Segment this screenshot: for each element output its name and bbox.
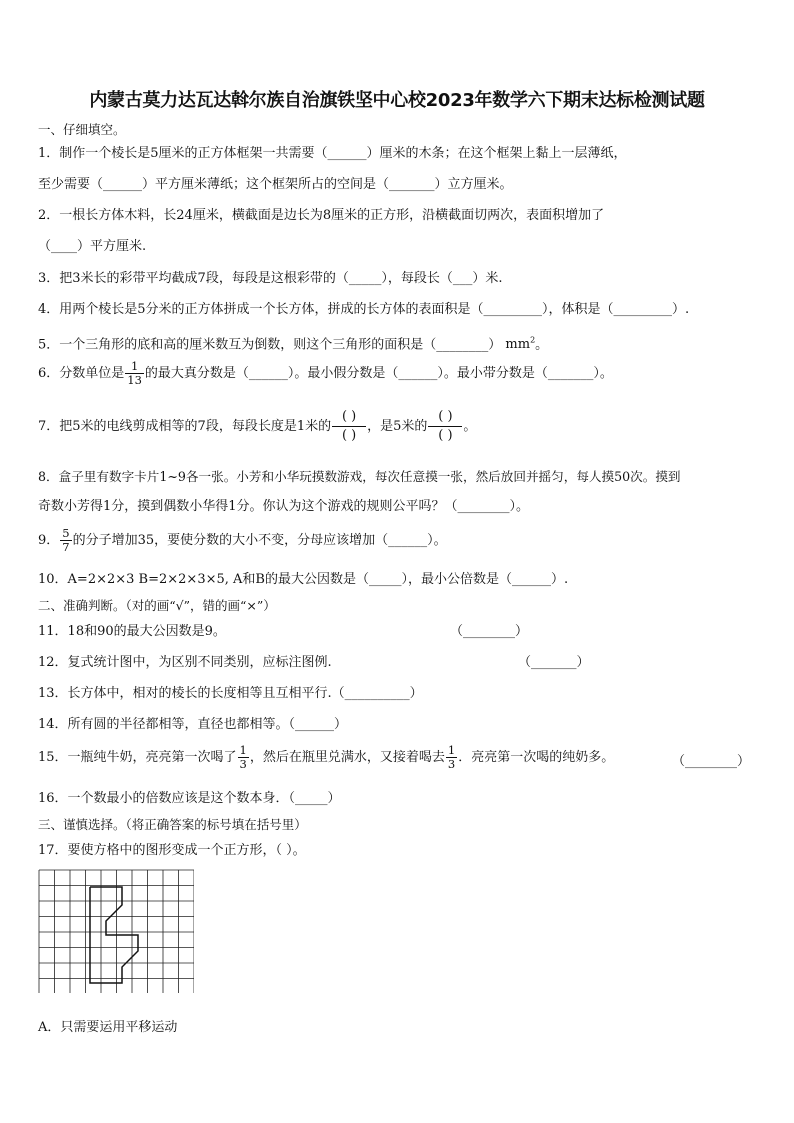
fraction-1-3-a [238,744,249,771]
fraction-denominator: 13 [127,373,142,387]
fraction-denominator: 7 [62,540,70,554]
fraction-blank-2 [428,408,462,445]
question-5-unit [505,337,535,352]
question-11-text: 11．18和90的最大公因数是9。 [38,624,226,639]
question-7-pre: 7．把5米的电线剪成相等的7段，每段长度是1米的 [38,419,332,434]
question-5 [38,333,548,353]
fraction-numerator: 5 [62,526,70,540]
fraction-1-3-b [446,744,457,771]
fraction-numerator: 1 [125,360,144,374]
option-a: A．只需要运用平移运动 [38,1020,178,1035]
fraction-numerator: ( ) [428,408,462,427]
question-1-line-1: 1．制作一个棱长是5厘米的正方体框架一共需要（______）厘米的木条；在这个框架上黏上一层薄纸， [38,146,627,161]
question-4: 4．用两个棱长是5分米的正方体拼成一个长方体，拼成的长方体的表面积是（_________），体积是（_________）. [38,302,690,317]
question-6-pre: 6．分数单位是 [38,366,125,381]
fraction-denominator: ( ) [341,428,357,443]
question-11 [38,624,226,640]
section-multiple-choice: 三、谨慎选择。（将正确答案的标号填在括号里） [38,817,307,832]
question-12: 12．复式统计图中，为区别不同类别，应标注图例. [38,655,332,670]
question-7 [38,408,476,445]
question-14: 14．所有圆的半径都相等，直径也都相等。（______） [38,717,348,732]
fraction-5-7 [60,527,71,554]
fraction-denominator: 3 [239,757,247,771]
question-8-line-2: 奇数小芳得1分，摸到偶数小华得1分。你认为这个游戏的规则公平吗？（________）。 [38,499,530,514]
unit-exponent: 2 [530,336,536,345]
page-title: 内蒙古莫力达瓦达斡尔族自治旗铁坚中心校2023年数学六下期末达标检测试题 [89,90,705,111]
fraction-denominator: 3 [447,757,456,771]
section-fill-in: 一、仔细填空。 [38,122,126,137]
question-15-mid: ，然后在瓶里兑满水，又接着喝去 [249,750,445,765]
fraction-blank-1 [332,408,366,445]
question-15-post: ．亮亮第一次喝的纯奶多。 [458,750,615,765]
question-2-line-1: 2．一根长方体木料，长24厘米，横截面是边长为8厘米的正方形，沿横截面切两次，表面积增加了 [38,208,605,223]
fraction-numerator: ( ) [332,408,366,427]
question-6 [38,360,613,387]
fraction-numerator: 1 [447,743,456,757]
question-1-line-2: 至少需要（______）平方厘米薄纸；这个框架所占的空间是（_______）立方厘米。 [38,177,513,192]
section-true-false: 二、准确判断。（对的画“√”，错的画“×”） [38,598,276,613]
question-9 [38,527,447,554]
question-9-post: 的分子增加35，要使分数的大小不变，分母应该增加（______）。 [72,533,447,548]
question-7-end: 。 [463,419,477,434]
question-5-text: 5．一个三角形的底和高的厘米数互为倒数，则这个三角形的面积是（________） [38,337,502,353]
question-7-mid: ，是5米的 [367,419,428,434]
question-17: 17．要使方格中的图形变成一个正方形，（ ）。 [38,843,306,858]
question-11-blank: （________） [450,624,529,639]
question-15 [38,744,614,771]
question-13: 13．长方体中，相对的棱长的长度相等且互相平行.（__________） [38,686,423,701]
question-15-blank: （________） [672,754,751,769]
question-8-line-1: 8．盒子里有数字卡片1~9各一张。小芳和小华玩摸数游戏，每次任意摸一张，然后放回并摇匀，每人摸50次。摸到 [38,469,681,484]
question-2-line-2: （____）平方厘米. [38,239,147,254]
question-3: 3．把3米长的彩带平均截成7段，每段是这根彩带的（_____），每段长（___）米. [38,271,503,286]
shape-outline [90,887,138,983]
question-9-pre: 9． [38,533,60,548]
question-10: 10．A=2×2×3 B=2×2×3×5, A和B的最大公因数是（_____），最小公倍数是（______）. [38,572,569,587]
question-16: 16．一个数最小的倍数应该是这个数本身．（_____） [38,791,341,806]
fraction-numerator: 1 [239,743,247,757]
fraction-denominator: ( ) [438,428,453,443]
question-6-post: 的最大真分数是（______）。最小假分数是（______）。最小带分数是（_______）。 [144,366,613,381]
grid-svg [38,869,194,993]
question-5-end: 。 [535,337,549,353]
question-15-pre: 15．一瓶纯牛奶，亮亮第一次喝了 [38,750,237,765]
question-12-blank: （_______） [518,655,590,670]
square-grid-figure [38,869,194,997]
fraction-1-13 [125,360,144,387]
grid-lines [39,870,194,993]
unit-mm: mm [505,337,531,353]
